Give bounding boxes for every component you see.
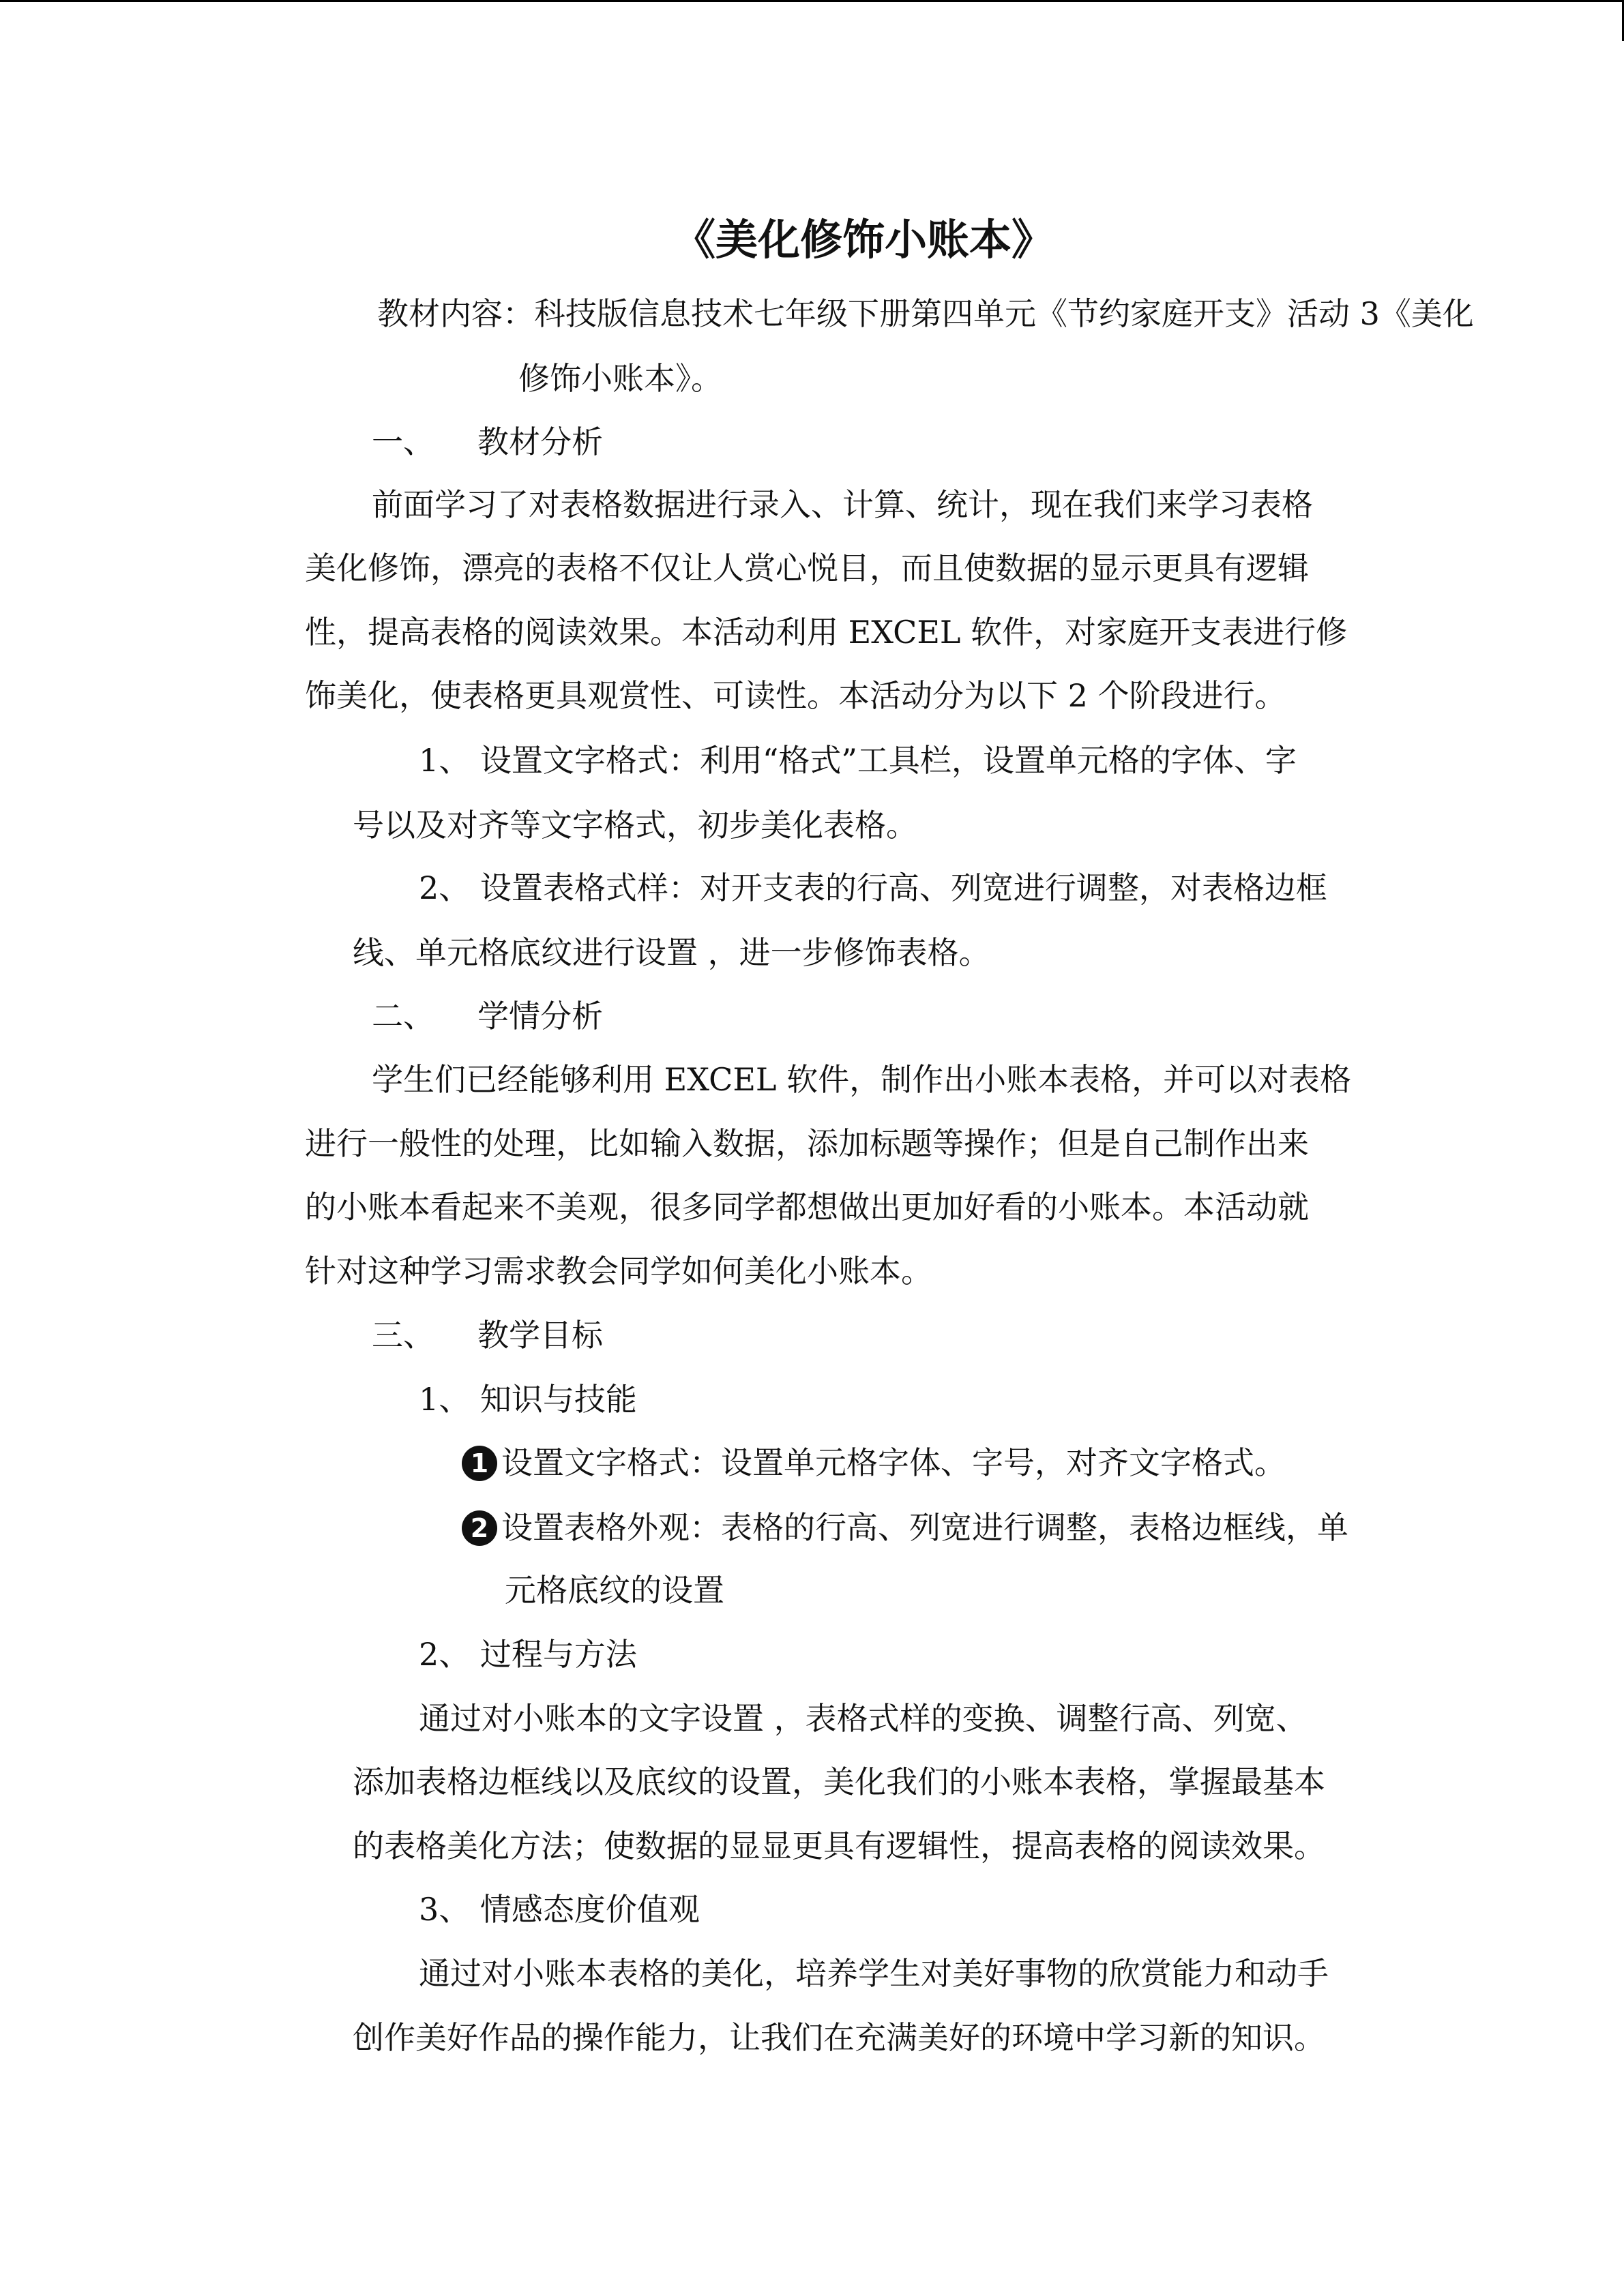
s3-bullet-1 — [462, 1442, 1286, 1483]
page-top-border — [0, 0, 1624, 2]
number-2-circle-icon: 2 — [462, 1510, 497, 1546]
s1-para-line: 美化修饰，漂亮的表格不仅让人赏心悦目，而且使数据的显示更具有逻辑 — [305, 550, 1309, 586]
s2-para-line: 的小账本看起来不美观，很多同学都想做出更加好看的小账本。本活动就 — [305, 1189, 1309, 1225]
s3-subheading-3: 3、 情感态度价值观 — [419, 1891, 700, 1928]
section-1-heading: 教材分析 — [477, 423, 603, 460]
s1-item-2-line: 线、单元格底纹进行设置 ，进一步修饰表格。 — [353, 934, 990, 971]
s1-para-line: 饰美化，使表格更具观赏性、可读性。本活动分为以下 2 个阶段进行。 — [305, 677, 1286, 714]
s1-para-line: 性，提高表格的阅读效果。本活动利用 EXCEL 软件，对家庭开支表进行修 — [305, 614, 1348, 651]
intro-line-2: 修饰小账本》。 — [518, 360, 722, 397]
s3-para2-line: 通过对小账本的文字设置 ，表格式样的变换、调整行高、列宽、 — [419, 1700, 1308, 1737]
s3-bullet-2 — [462, 1507, 1348, 1548]
s3-bullet-1-text: 设置文字格式：设置单元格字体、字号，对齐文字格式。 — [501, 1444, 1286, 1481]
s3-para2-line: 的表格美化方法；使数据的显显更具有逻辑性，提高表格的阅读效果。 — [353, 1828, 1325, 1864]
s2-para-line: 学生们已经能够利用 EXCEL 软件，制作出小账本表格，并可以对表格 — [372, 1061, 1352, 1098]
section-3-number: 三、 — [372, 1317, 434, 1354]
s1-item-1-line: 1、 设置文字格式：利用“格式”工具栏，设置单元格的字体、字 — [419, 742, 1297, 779]
s3-bullet-2-text: 设置表格外观：表格的行高、列宽进行调整，表格边框线，单 — [501, 1509, 1348, 1546]
section-2-number: 二、 — [372, 998, 434, 1034]
s3-subheading-1: 1、 知识与技能 — [419, 1381, 637, 1418]
s1-para-line: 前面学习了对表格数据进行录入、计算、统计，现在我们来学习表格 — [372, 486, 1313, 523]
s1-item-2-line: 2、 设置表格式样：对开支表的行高、列宽进行调整，对表格边框 — [419, 869, 1327, 906]
section-2-heading: 学情分析 — [477, 998, 603, 1034]
s3-bullet-2-cont: 元格底纹的设置 — [505, 1572, 724, 1609]
document-title: 《美化修饰小账本》 — [673, 215, 1054, 265]
s3-para2-line: 添加表格边框线以及底纹的设置，美化我们的小账本表格，掌握最基本 — [353, 1763, 1325, 1800]
s3-subheading-2: 2、 过程与方法 — [419, 1636, 637, 1673]
section-3-heading: 教学目标 — [477, 1317, 603, 1354]
section-1-number: 一、 — [372, 423, 434, 460]
s1-item-1-line: 号以及对齐等文字格式，初步美化表格。 — [353, 807, 917, 844]
s3-para3-line: 创作美好作品的操作能力，让我们在充满美好的环境中学习新的知识。 — [353, 2019, 1325, 2056]
s2-para-line: 进行一般性的处理，比如输入数据，添加标题等操作；但是自己制作出来 — [305, 1125, 1309, 1162]
s2-para-line: 针对这种学习需求教会同学如何美化小账本。 — [305, 1253, 932, 1289]
s3-para3-line: 通过对小账本表格的美化，培养学生对美好事物的欣赏能力和动手 — [419, 1955, 1329, 1992]
intro-line-1: 教材内容：科技版信息技术七年级下册第四单元《节约家庭开支》活动 3《美化 — [377, 295, 1474, 332]
number-1-circle-icon: 1 — [462, 1446, 497, 1481]
